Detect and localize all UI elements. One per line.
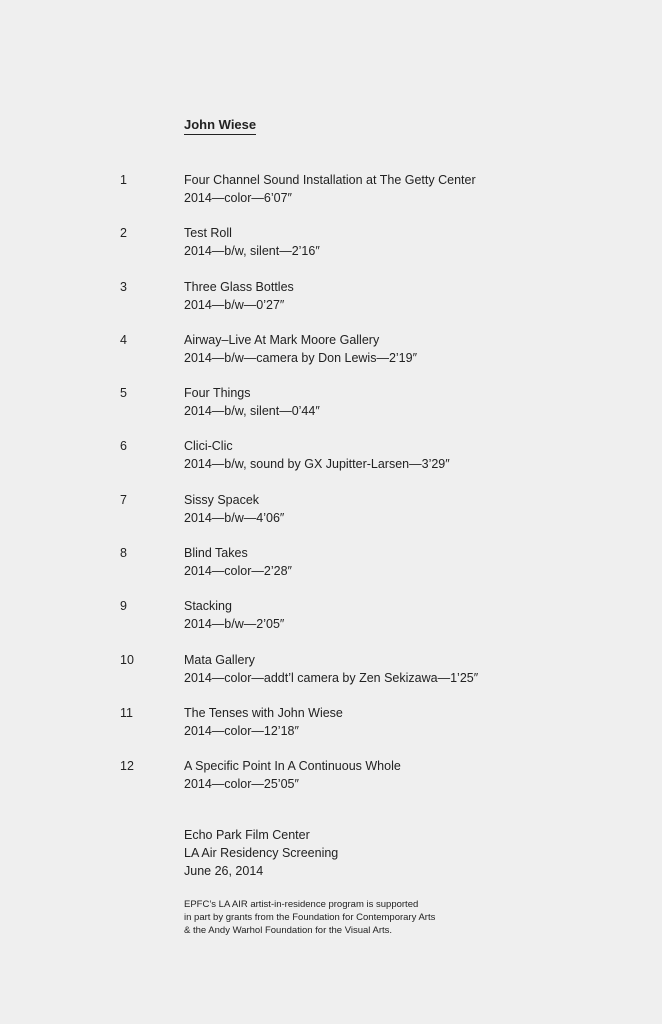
film-title: Sissy Spacek — [184, 492, 260, 507]
funding-note-line: EPFC’s LA AIR artist-in-residence program is supported — [184, 899, 419, 910]
film-details: 2014—color—addt’l camera by Zen Sekizawa—1’25″ — [184, 670, 479, 685]
film-title: Blind Takes — [184, 546, 248, 561]
film-number: 5 — [120, 386, 127, 401]
film-number: 12 — [120, 759, 134, 774]
film-item — [0, 224, 662, 277]
film-title: Three Glass Bottles — [184, 279, 294, 294]
film-details: 2014—b/w—camera by Don Lewis—2’19″ — [184, 350, 418, 365]
film-number: 6 — [120, 439, 127, 454]
film-details: 2014—color—25’05″ — [184, 777, 299, 792]
film-number: 10 — [120, 652, 134, 667]
film-item — [0, 278, 662, 331]
film-title: Four Channel Sound Installation at The Getty Center — [184, 173, 476, 187]
film-details: 2014—color—6’07″ — [184, 191, 292, 205]
funding-note-line: in part by grants from the Foundation for Contemporary Arts — [184, 912, 436, 923]
funding-note — [184, 898, 435, 937]
film-item — [0, 331, 662, 384]
film-number: 11 — [120, 705, 133, 720]
film-title: Clici-Clic — [184, 439, 233, 454]
film-details: 2014—color—12’18″ — [184, 723, 299, 738]
film-title: A Specific Point In A Continuous Whole — [184, 759, 401, 774]
film-number: 8 — [120, 546, 127, 561]
film-details: 2014—color—2’28″ — [184, 564, 292, 579]
film-item — [0, 597, 662, 650]
film-title: Mata Gallery — [184, 652, 255, 667]
film-item — [0, 651, 662, 704]
film-title: Stacking — [184, 599, 232, 614]
venue-name: Echo Park Film Center — [184, 828, 310, 842]
film-number: 3 — [120, 279, 127, 294]
program-title: John Wiese — [184, 117, 256, 135]
film-details: 2014—b/w, silent—0’44″ — [184, 404, 320, 419]
film-number: 9 — [120, 599, 127, 614]
film-item — [0, 544, 662, 597]
film-title: Airway–Live At Mark Moore Gallery — [184, 332, 380, 347]
film-item — [0, 171, 662, 224]
film-details: 2014—b/w—0’27″ — [184, 297, 285, 312]
film-title: Four Things — [184, 386, 251, 401]
film-item — [0, 384, 662, 437]
film-item — [0, 437, 662, 490]
film-details: 2014—b/w—2’05″ — [184, 617, 285, 632]
film-number: 2 — [120, 226, 127, 241]
film-list — [0, 171, 662, 811]
film-item — [0, 491, 662, 544]
film-title: The Tenses with John Wiese — [184, 705, 343, 720]
film-title: Test Roll — [184, 226, 232, 241]
film-details: 2014—b/w, sound by GX Jupitter-Larsen—3’29″ — [184, 457, 450, 472]
film-item — [0, 757, 662, 810]
film-item — [0, 704, 662, 757]
venue-block — [184, 826, 338, 880]
film-details: 2014—b/w, silent—2’16″ — [184, 244, 320, 259]
funding-note-line: & the Andy Warhol Foundation for the Visual Arts. — [184, 925, 393, 936]
film-details: 2014—b/w—4’06″ — [184, 510, 285, 525]
event-date: June 26, 2014 — [184, 864, 264, 878]
film-number: 4 — [120, 332, 127, 347]
event-name: LA Air Residency Screening — [184, 846, 339, 860]
film-number: 1 — [120, 173, 127, 187]
film-number: 7 — [120, 492, 127, 507]
